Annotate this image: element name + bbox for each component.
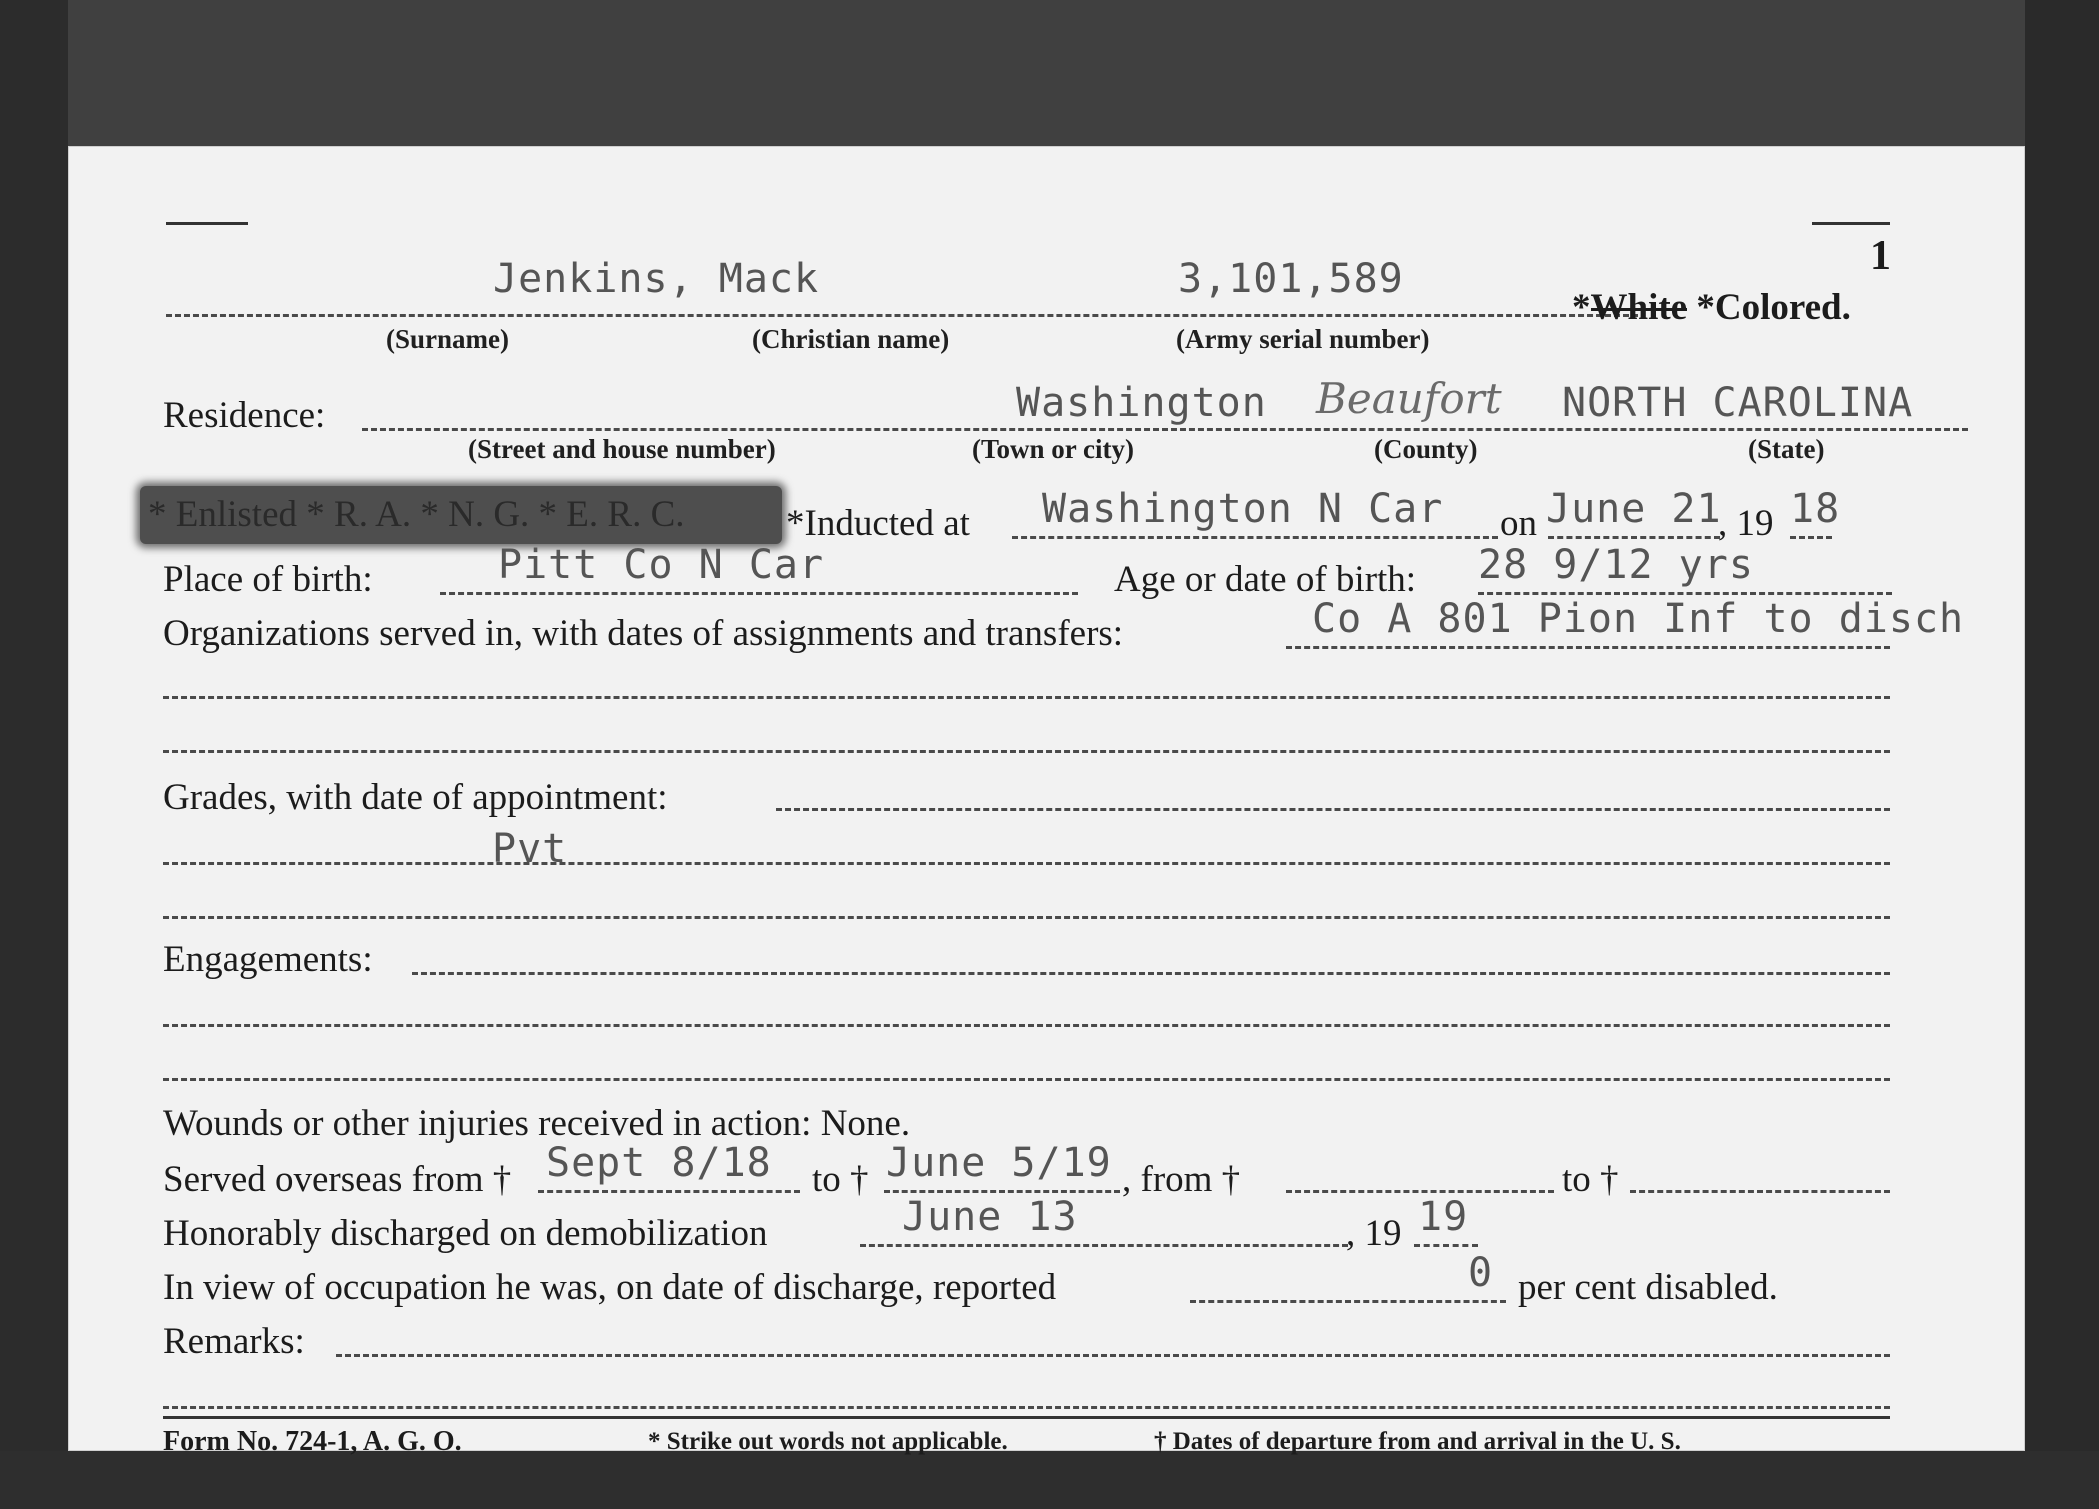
town-entry: Washington (1016, 380, 1267, 426)
overseas-from-entry: Sept 8/18 (546, 1140, 772, 1186)
caption-street: (Street and house number) (468, 434, 776, 464)
discharge-date-entry: June 13 (902, 1194, 1078, 1240)
overseas-to-line (884, 1190, 1120, 1193)
age-label: Age or date of birth: (1114, 559, 1417, 600)
disabled-line (1190, 1300, 1506, 1303)
overseas-from2-line (1286, 1190, 1554, 1193)
organizations-line-3 (163, 750, 1890, 753)
corner-mark-left (166, 222, 248, 225)
grades-line-2 (163, 862, 1890, 865)
grades-line-1 (776, 808, 1890, 811)
county-entry: Beaufort (1316, 374, 1502, 423)
strike-note: * Strike out words not applicable. (648, 1428, 1008, 1455)
residence-label: Residence: (163, 395, 326, 436)
on-label: on (1500, 503, 1537, 544)
caption-state: (State) (1748, 434, 1825, 464)
engagements-line-3 (163, 1078, 1890, 1081)
service-record-card (68, 146, 2025, 1457)
remarks-label: Remarks: (163, 1321, 305, 1362)
discharge-year-line (1414, 1244, 1478, 1247)
engagements-line-1 (412, 972, 1890, 975)
discharge-year-entry: 19 (1418, 1194, 1469, 1240)
state-entry: NORTH CAROLINA (1562, 380, 1914, 426)
wounds-label: Wounds or other injuries received in action: None. (163, 1103, 911, 1144)
caption-county: (County) (1374, 434, 1478, 464)
inducted-date-line (1548, 536, 1720, 539)
scan-backdrop-bottom (0, 1451, 2099, 1509)
organizations-label: Organizations served in, with dates of assignments and transfers: (163, 613, 1124, 654)
grades-label: Grades, with date of appointment: (163, 777, 668, 818)
inducted-year-line (1790, 536, 1832, 539)
per-cent-label: per cent disabled. (1518, 1267, 1778, 1308)
inducted-place-line (1012, 536, 1498, 539)
residence-line (362, 428, 1968, 431)
served-overseas-label: Served overseas from † (163, 1159, 512, 1200)
birth-place-label: Place of birth: (163, 559, 373, 600)
inducted-date-entry: June 21 (1546, 486, 1722, 532)
occupation-label: In view of occupation he was, on date of discharge, reported (163, 1267, 1057, 1308)
birth-place-entry: Pitt Co N Car (498, 542, 825, 588)
overseas-to-entry: June 5/19 (886, 1140, 1112, 1186)
card-number: 1 (1870, 233, 1891, 279)
discharged-label: Honorably discharged on demobilization (163, 1213, 768, 1254)
race-field: *White *Colored. (1572, 287, 1851, 328)
scan-backdrop-left (0, 0, 68, 1509)
grades-line-3 (163, 916, 1890, 919)
name-entry: Jenkins, Mack (493, 256, 820, 302)
discharge-date-line (860, 1244, 1348, 1247)
name-line (166, 314, 1638, 317)
caption-surname: (Surname) (386, 324, 509, 354)
disabled-percent-entry: 0 (1468, 1250, 1494, 1296)
overseas-from2-label: , from † (1122, 1159, 1241, 1200)
grade-entry: Pvt (492, 826, 568, 872)
corner-mark-right (1812, 222, 1890, 225)
race-colored: Colored. (1714, 287, 1851, 328)
serial-entry: 3,101,589 (1178, 256, 1404, 302)
dates-note: † Dates of departure from and arrival in the U. S. (1154, 1428, 1681, 1455)
scan-backdrop-top (0, 0, 2099, 150)
caption-serial: (Army serial number) (1176, 324, 1430, 354)
overseas-from-line (538, 1190, 800, 1193)
organizations-entry: Co A 801 Pion Inf to disch (1312, 596, 1965, 642)
year-prefix-label: , 19 (1718, 503, 1774, 544)
caption-christian-name: (Christian name) (752, 324, 950, 354)
discharge-year-prefix: , 19 (1346, 1213, 1402, 1254)
overseas-to2-label: to † (1562, 1159, 1619, 1200)
overseas-to-label: to † (812, 1159, 869, 1200)
caption-town: (Town or city) (972, 434, 1134, 464)
inducted-label: *Inducted at (786, 503, 970, 544)
inducted-place-entry: Washington N Car (1042, 486, 1444, 532)
form-number: Form No. 724-1, A. G. O. (163, 1426, 462, 1457)
race-white-struck: White (1590, 287, 1688, 328)
scan-backdrop-right (2025, 0, 2099, 1509)
engagements-label: Engagements: (163, 939, 373, 980)
organizations-line-2 (163, 696, 1890, 699)
age-line (1478, 592, 1892, 595)
overseas-to2-line (1630, 1190, 1890, 1193)
engagements-line-2 (163, 1024, 1890, 1027)
remarks-line-1 (336, 1354, 1890, 1357)
birth-place-line (440, 592, 1078, 595)
enlisted-options: * Enlisted * R. A. * N. G. * E. R. C. (148, 494, 685, 535)
age-entry: 28 9/12 yrs (1478, 542, 1754, 588)
inducted-year-entry: 18 (1790, 486, 1841, 532)
organizations-line-1 (1286, 646, 1890, 649)
remarks-line-2 (163, 1406, 1890, 1409)
remarks-line-3 (163, 1416, 1890, 1419)
